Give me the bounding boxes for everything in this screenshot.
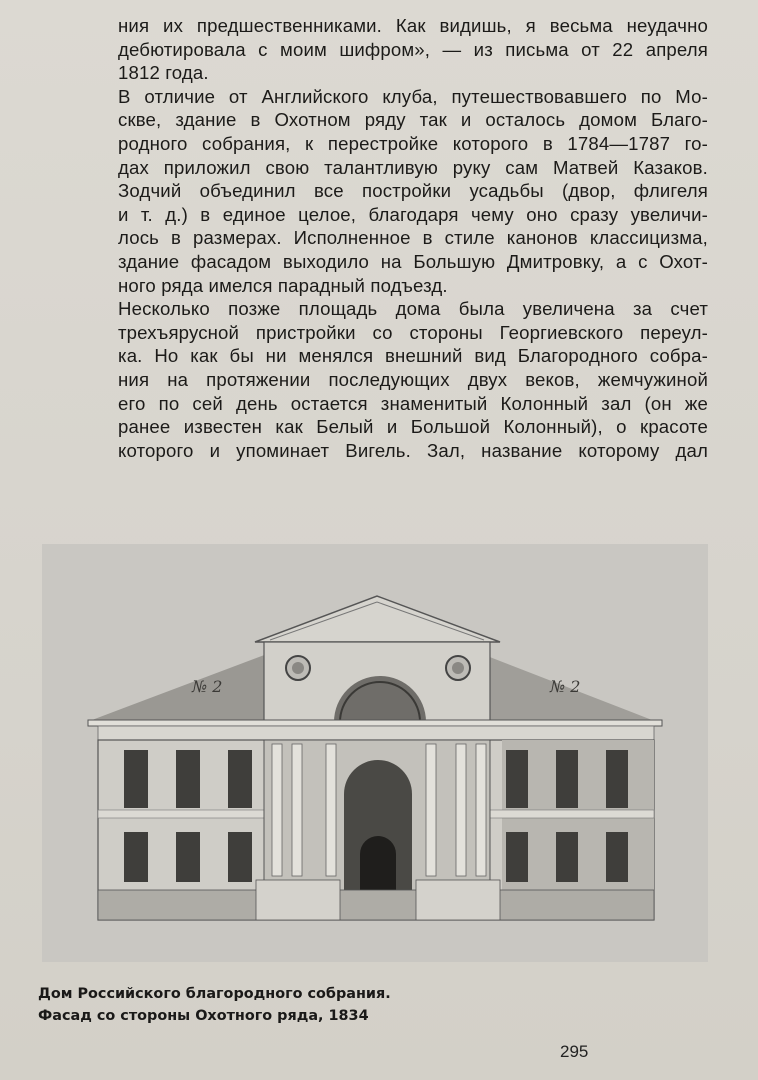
text-line: ка. Но как бы ни менялся внешний вид Благородного собра- <box>118 345 708 367</box>
caption-line-2: Фасад со стороны Охотного ряда, 1834 <box>38 1008 369 1024</box>
page-number: 295 <box>560 1042 589 1061</box>
caption-line-1: Дом Российского благородного собрания. <box>38 986 391 1002</box>
wing-label-right: № 2 <box>550 677 581 696</box>
text-line: 1812 года. <box>118 62 209 84</box>
text-line: здание фасадом выходило на Большую Дмитровку, а с Охот- <box>118 250 708 272</box>
figure-caption <box>38 983 638 1027</box>
text-line: лось в размерах. Исполненное в стиле канонов классицизма, <box>118 227 708 249</box>
text-line: В отличие от Английского клуба, путешествовавшего по Мо- <box>118 85 708 107</box>
text-line: трехъярусной пристройки со стороны Георгиевского переул- <box>118 321 708 343</box>
text-line: Несколько позже площадь дома была увеличена за счет <box>118 298 708 320</box>
body-text <box>118 14 708 462</box>
text-line: ранее известен как Белый и Большой Колонный), о красоте <box>118 416 708 438</box>
building-facade-illustration <box>42 544 708 962</box>
text-line: ния на протяжении последующих двух веков, жемчужиной <box>118 368 708 390</box>
facade-drawing <box>42 544 708 962</box>
text-line: и т. д.) в единое целое, благодаря чему оно сразу увеличи- <box>118 203 708 225</box>
text-line: скве, здание в Охотном ряду так и осталось домом Благо- <box>118 109 708 131</box>
text-line: его по сей день остается знаменитый Колонный зал (он же <box>118 392 708 414</box>
wing-label-left: № 2 <box>192 677 223 696</box>
text-line: дах приложил свою талантливую руку сам Матвей Казаков. <box>118 156 708 178</box>
text-line: которого и упоминает Вигель. Зал, название которому дал <box>118 439 708 461</box>
text-line: дебютировала с моим шифром», — из письма от 22 апреля <box>118 38 708 60</box>
text-line: Зодчий объединил все постройки усадьбы (двор, флигеля <box>118 180 708 202</box>
text-line: родного собрания, к перестройке которого в 1784—1787 го- <box>118 132 708 154</box>
text-line: ния их предшественниками. Как видишь, я весьма неудачно <box>118 15 708 36</box>
text-line: ного ряда имелся парадный подъезд. <box>118 274 448 296</box>
